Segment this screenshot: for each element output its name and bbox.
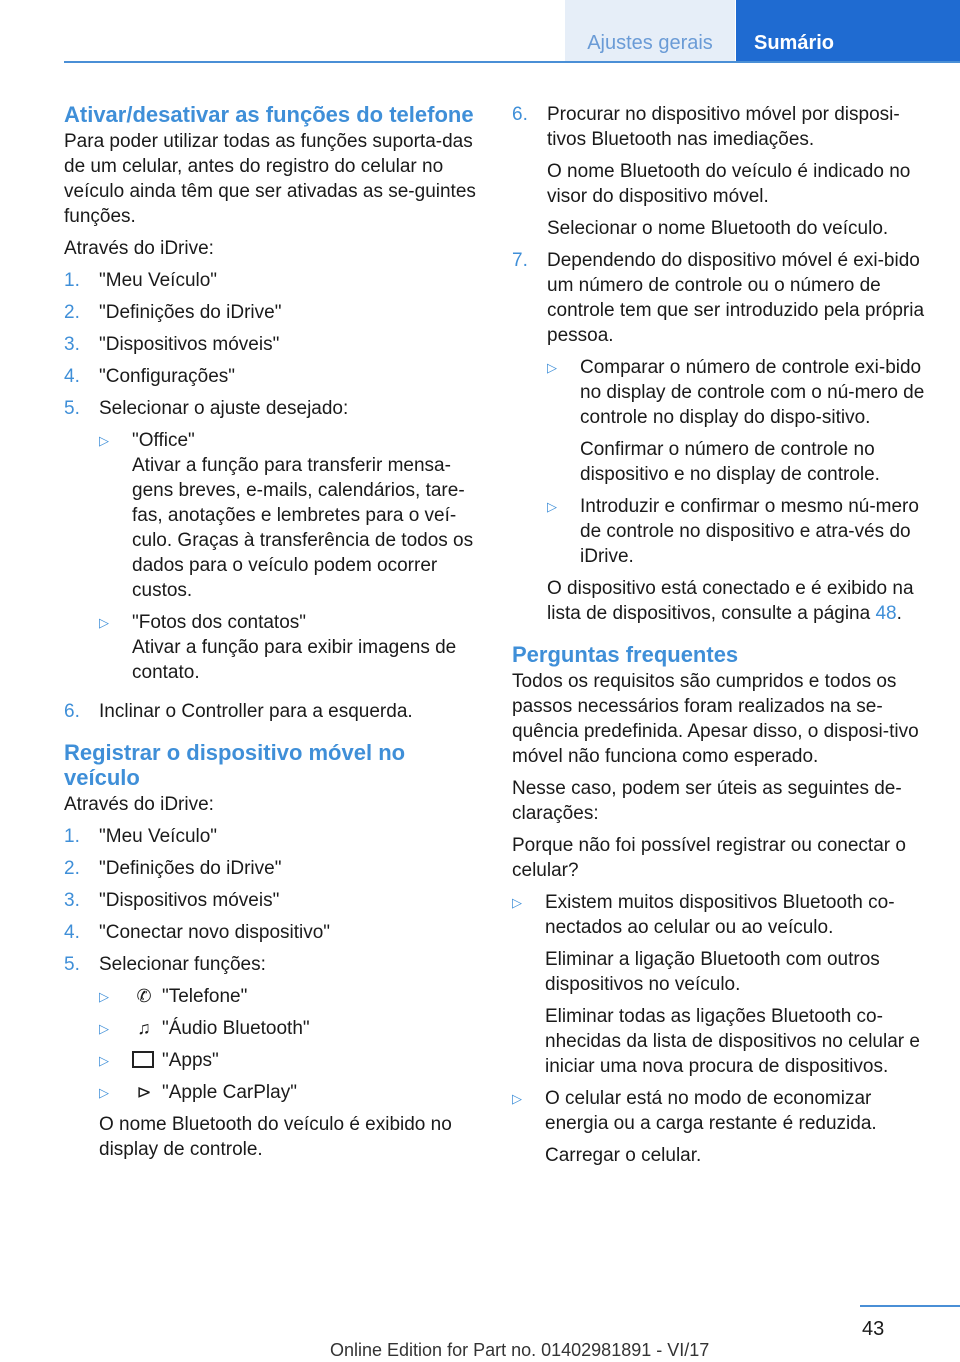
section-heading: Registrar o dispositivo móvel no veículo — [64, 740, 406, 790]
bullet-item: ▷ Existem muitos dispositivos Bluetooth co-nectados ao celular ou ao veículo. Eliminar a ligação Bluetooth com outros dispositivos no veículo. Eliminar todas as ligações Bluetooth co-nhecidas da lista de dispositivos no celular e iniciar uma nova procura de dispositivos. — [512, 892, 920, 1077]
phone-icon: ✆ — [136, 986, 152, 1006]
sub-list-item: ▷ ♫ "Áudio Bluetooth" — [99, 1018, 310, 1039]
list-item: 1. "Meu Veículo" — [64, 270, 218, 291]
list-item: 7. Dependendo do dispositivo móvel é exi-bido um número de controle ou o número de controle tem que ser introduzido pela própria pessoa. ▷ Comparar o número de controle exi-bido no display de controle com o nú-mero de controle no display do dispo-sitivo. Confirmar o número de controle no dispositivo e no display de controle. ▷ Introduzir e confirmar o mesmo nú-mero de controle no dispositivo e atra-vés do iDrive. O dispositivo está conectado e é exibido na lista de dispositivos, consulte a página 48. — [512, 248, 932, 626]
list-item: 3. "Dispositivos móveis" — [64, 334, 280, 355]
list-item: 6. Inclinar o Controller para a esquerda. — [64, 701, 413, 722]
edition-footer: Online Edition for Part no. 01402981891 - VI/17 — [330, 1340, 710, 1360]
triangle-bullet-icon: ▷ — [512, 895, 522, 910]
right-column — [512, 102, 932, 1175]
play-icon: ⊳ — [136, 1082, 152, 1102]
sub-list-item: ▷ Comparar o número de controle exi-bido no display de controle com o nú-mero de controle no display do dispo-sitivo. Confirmar o número de controle no dispositivo e no display de controle. — [547, 357, 925, 485]
left-column — [64, 102, 480, 1169]
page-number: 43 — [862, 1318, 885, 1340]
list-item: 5. Selecionar o ajuste desejado: ▷ "Office" Ativar a função para transferir mensa-gens breves, e-mails, calendários, tare-fas, anotações e lembretes para o veí-culo. Graças à transferência de todos os dados para o veículo podem ocorrer custos. ▷ "Fotos dos contatos" Ativar a função para exibir imagens de contato. — [64, 396, 480, 692]
ordered-list — [64, 268, 480, 724]
paragraph: Porque não foi possível registrar ou conectar o celular? — [512, 835, 906, 881]
section-tab[interactable]: Ajustes gerais — [565, 0, 735, 62]
header-rule — [64, 61, 960, 63]
section-heading: Perguntas frequentes — [512, 642, 739, 667]
footer-rule — [860, 1305, 960, 1307]
ordered-list — [512, 102, 932, 626]
paragraph: Nesse caso, podem ser úteis as seguintes de-clarações: — [512, 778, 902, 824]
triangle-bullet-icon: ▷ — [99, 1053, 109, 1068]
sub-list-item: ▷ ✆ "Telefone" — [99, 986, 248, 1007]
list-item: 3. "Dispositivos móveis" — [64, 890, 280, 911]
sub-list-item: ▷ ⊳ "Apple CarPlay" — [99, 1082, 297, 1103]
page-link[interactable]: 48 — [875, 603, 897, 624]
list-item: 2. "Definições do iDrive" — [64, 858, 282, 879]
triangle-bullet-icon: ▷ — [99, 989, 109, 1004]
paragraph: Todos os requisitos são cumpridos e todos os passos necessários foram realizados na se-quência predefinida. Apesar disso, o disposi-tivo móvel não funciona como esperado. — [512, 671, 919, 767]
list-item: 1. "Meu Veículo" — [64, 826, 218, 847]
list-item: 5. Selecionar funções: ▷ ✆ "Telefone" ▷ ♫ "Áudio Bluetooth" ▷ "Apps" ▷ ⊳ "Apple CarPlay" O nome Bluetooth do veículo é exibido no display de controle. — [64, 952, 480, 1162]
sub-list-item: ▷ "Apps" — [99, 1050, 219, 1071]
music-note-icon: ♫ — [137, 1018, 151, 1038]
triangle-bullet-icon: ▷ — [99, 1021, 109, 1036]
ordered-list — [64, 824, 480, 1162]
triangle-bullet-icon: ▷ — [547, 360, 557, 375]
list-item: 6. Procurar no dispositivo móvel por disposi-tivos Bluetooth nas imediações. O nome Bluetooth do veículo é indicado no visor do dispositivo móvel. Selecionar o nome Bluetooth do veículo. — [512, 104, 911, 239]
paragraph: O dispositivo está conectado e é exibido na lista de dispositivos, consulte a página 48. — [547, 578, 914, 624]
triangle-bullet-icon: ▷ — [512, 1091, 522, 1106]
section-heading: Ativar/desativar as funções do telefone — [64, 102, 474, 127]
list-item: 4. "Conectar novo dispositivo" — [64, 922, 331, 943]
apps-icon — [132, 1051, 154, 1068]
list-item: 2. "Definições do iDrive" — [64, 302, 282, 323]
paragraph: Através do iDrive: — [64, 794, 214, 815]
paragraph: Para poder utilizar todas as funções suporta-das de um celular, antes do registro do celular no veículo ainda têm que ser ativadas as se-guintes funções. — [64, 131, 476, 227]
summary-tab[interactable]: Sumário — [736, 0, 960, 62]
bullet-item: ▷ O celular está no modo de economizar energia ou a carga restante é reduzida. Carregar o celular. — [512, 1088, 877, 1166]
triangle-bullet-icon: ▷ — [99, 1085, 109, 1100]
paragraph: O nome Bluetooth do veículo é exibido no display de controle. — [99, 1114, 452, 1160]
triangle-bullet-icon: ▷ — [99, 433, 109, 448]
paragraph: Através do iDrive: — [64, 238, 214, 259]
triangle-bullet-icon: ▷ — [547, 499, 557, 514]
triangle-bullet-icon: ▷ — [99, 615, 109, 630]
sub-list-item: ▷ Introduzir e confirmar o mesmo nú-mero de controle no dispositivo e atra-vés do iDrive. — [547, 496, 919, 567]
sub-list-item: ▷ "Office" Ativar a função para transferir mensa-gens breves, e-mails, calendários, tare-fas, anotações e lembretes para o veí-culo. Graças à transferência de todos os dados para o veículo podem ocorrer custos. — [99, 430, 474, 601]
list-item: 4. "Configurações" — [64, 366, 236, 387]
header-bar — [0, 0, 960, 62]
sub-list-item: ▷ "Fotos dos contatos" Ativar a função para exibir imagens de contato. — [99, 612, 457, 683]
